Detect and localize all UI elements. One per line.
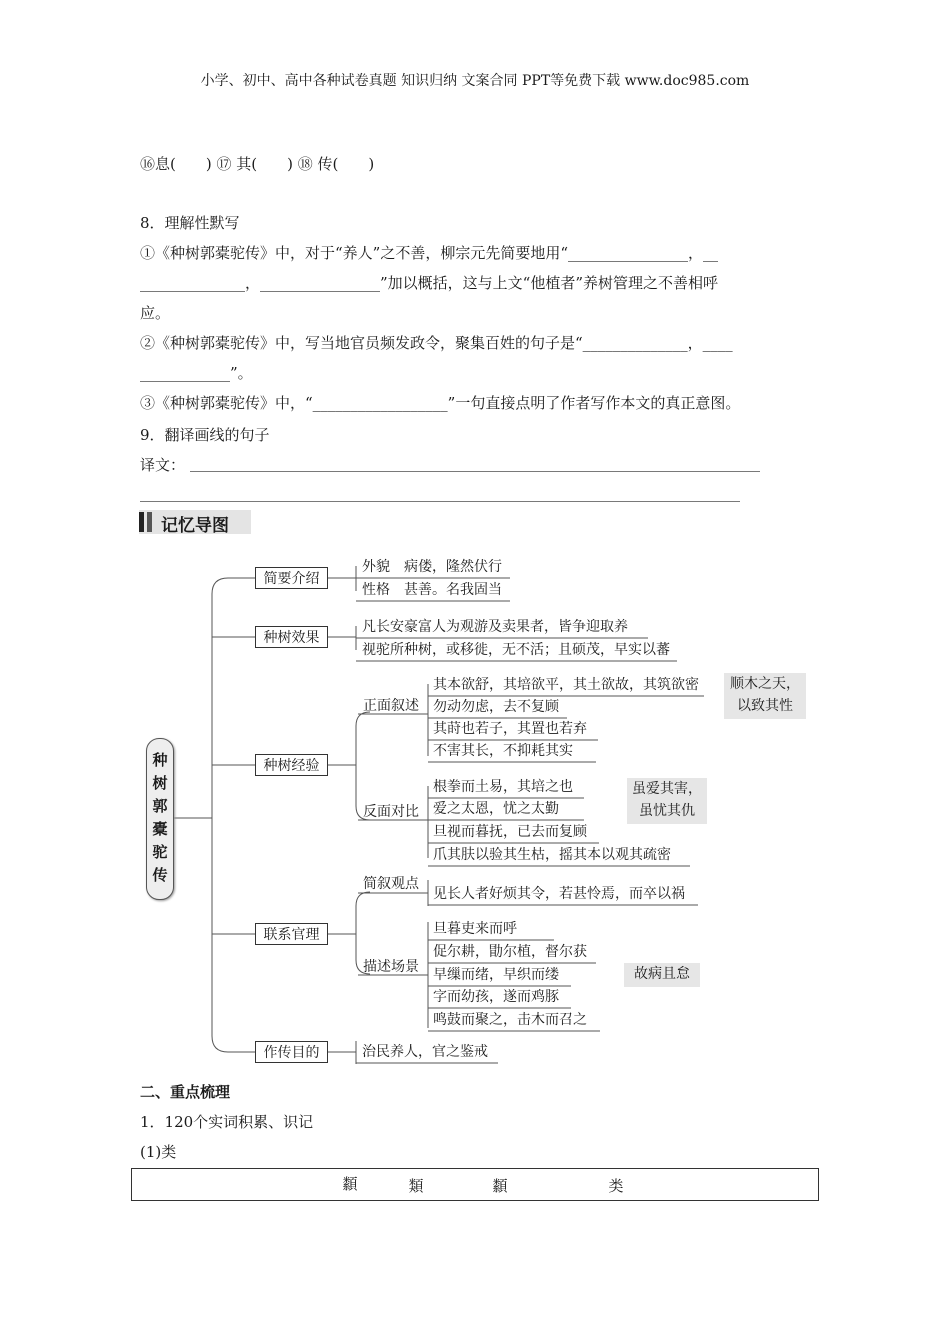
sub-positive: 正面叙述 <box>363 698 419 714</box>
q9-title: 9．翻译画线的句子 <box>140 426 270 444</box>
leaf-positive-4: 不害其长，不抑耗其实 <box>433 743 573 759</box>
q8-line3: 应。 <box>140 304 171 322</box>
mindmap-banner <box>139 510 251 534</box>
page-header: 小学、初中、高中各种试卷真题 知识归纳 文案合同 PPT等免费下载 www.doc985.com <box>200 73 750 89</box>
q9-answer-line2: ________________________________________________________________________________ <box>140 484 740 502</box>
mindmap-banner-title: 记忆导图 <box>161 516 229 536</box>
root-char: 传 <box>152 866 168 884</box>
leaf-contrast-1: 根拳而土易，其培之也 <box>433 779 573 795</box>
branch-experience: 种树经验 <box>255 754 328 776</box>
leaf-contrast-2: 爱之太恩，忧之太勤 <box>433 801 559 817</box>
leaf-brief-1: 见长人者好烦其令，若甚怜焉，而卒以祸 <box>433 886 685 902</box>
note-shunmu-line2: 以致其性 <box>737 698 793 714</box>
note-suiai-line1: 虽爱其害， <box>632 781 702 797</box>
leaf-positive-3: 其莳也若子，其置也若弃 <box>433 721 587 737</box>
note-gubing: 故病且怠 <box>624 963 700 987</box>
root-char: 郭 <box>152 797 168 815</box>
leaf-scene-4: 字而幼孩，遂而鸡豚 <box>433 989 559 1005</box>
mindmap-root <box>146 738 174 900</box>
leaf-contrast-4: 爪其肤以验其生枯，摇其本以观其疏密 <box>433 847 671 863</box>
leaf-intro-1: 外貌 病偻，隆然伏行 <box>362 559 502 575</box>
branch-effect: 种树效果 <box>255 626 328 648</box>
note-suiai-line2: 虽忧其仇 <box>639 803 695 819</box>
root-char: 驼 <box>152 843 168 861</box>
table-char-2: 類 <box>408 1176 424 1195</box>
section2-title: 二、重点梳理 <box>140 1083 231 1101</box>
q8-title: 8．理解性默写 <box>140 214 240 232</box>
q8-line4: ②《种树郭橐驼传》中，写当地官员频发政令，聚集百姓的句子是“______________，____ <box>140 334 733 352</box>
section2-item1: 1．120个实词积累、识记 <box>140 1113 314 1131</box>
sub-brief: 简叙观点 <box>363 876 419 892</box>
note-shunmu <box>724 673 806 719</box>
leaf-positive-2: 勿动勿虑，去不复顾 <box>433 699 559 715</box>
table-char-4: 类 <box>608 1176 624 1195</box>
table-row <box>132 1169 819 1201</box>
q8-line2: ______________，________________”加以概括，这与上文“他植者”养树管理之不善相呼 <box>140 274 719 292</box>
sub-contrast: 反面对比 <box>363 804 419 820</box>
leaf-effect-1: 凡长安豪富人为观游及卖果者，皆争迎取养 <box>362 619 628 635</box>
leaf-scene-5: 鸣鼓而聚之，击木而召之 <box>433 1012 587 1028</box>
branch-intro: 简要介绍 <box>255 567 328 589</box>
note-shunmu-line1: 顺木之天， <box>730 676 800 692</box>
root-char: 种 <box>152 751 168 769</box>
leaf-positive-1: 其本欲舒，其培欲平，其土欲故，其筑欲密 <box>433 677 699 693</box>
leaf-scene-1: 旦暮吏来而呼 <box>433 921 517 937</box>
note-suiai <box>627 778 707 824</box>
q8-line5: ____________”。 <box>140 364 253 382</box>
table-cell <box>132 1169 819 1201</box>
table-char-3: 纇 <box>492 1176 508 1195</box>
table-char-1: 纇 <box>342 1174 358 1193</box>
q9-label: 译文： <box>140 456 186 474</box>
root-char: 树 <box>152 774 168 792</box>
leaf-effect-2: 视驼所种树，或移徙，无不活；且硕茂，早实以蕃 <box>362 642 670 658</box>
q8-line1: ①《种树郭橐驼传》中，对于“养人”之不善，柳宗元先简要地用“________________，__ <box>140 244 719 262</box>
leaf-intro-2: 性格 甚善。名我固当 <box>362 582 502 598</box>
leaf-purpose-1: 治民养人，官之鉴戒 <box>362 1044 488 1060</box>
leaf-scene-2: 促尔耕，勖尔植，督尔获 <box>433 944 587 960</box>
q8-line6: ③《种树郭橐驼传》中，“__________________”一句直接点明了作者写作本文的真正意图。 <box>140 394 741 412</box>
leaf-contrast-3: 旦视而暮抚，已去而复顾 <box>433 824 587 840</box>
branch-politics: 联系官理 <box>255 923 328 945</box>
section2-sub1: (1)类 <box>140 1143 177 1161</box>
sub-scene: 描述场景 <box>363 959 419 975</box>
lei-table <box>131 1168 819 1201</box>
branch-purpose: 作传目的 <box>255 1041 328 1063</box>
leaf-scene-3: 早缫而绪，早织而缕 <box>433 967 559 983</box>
q9-answer-line1: ____________________________________________________________________________ <box>190 454 760 472</box>
root-char: 橐 <box>152 820 168 838</box>
q7-items: ⑯息( ) ⑰ 其( ) ⑱ 传( ) <box>140 155 375 173</box>
